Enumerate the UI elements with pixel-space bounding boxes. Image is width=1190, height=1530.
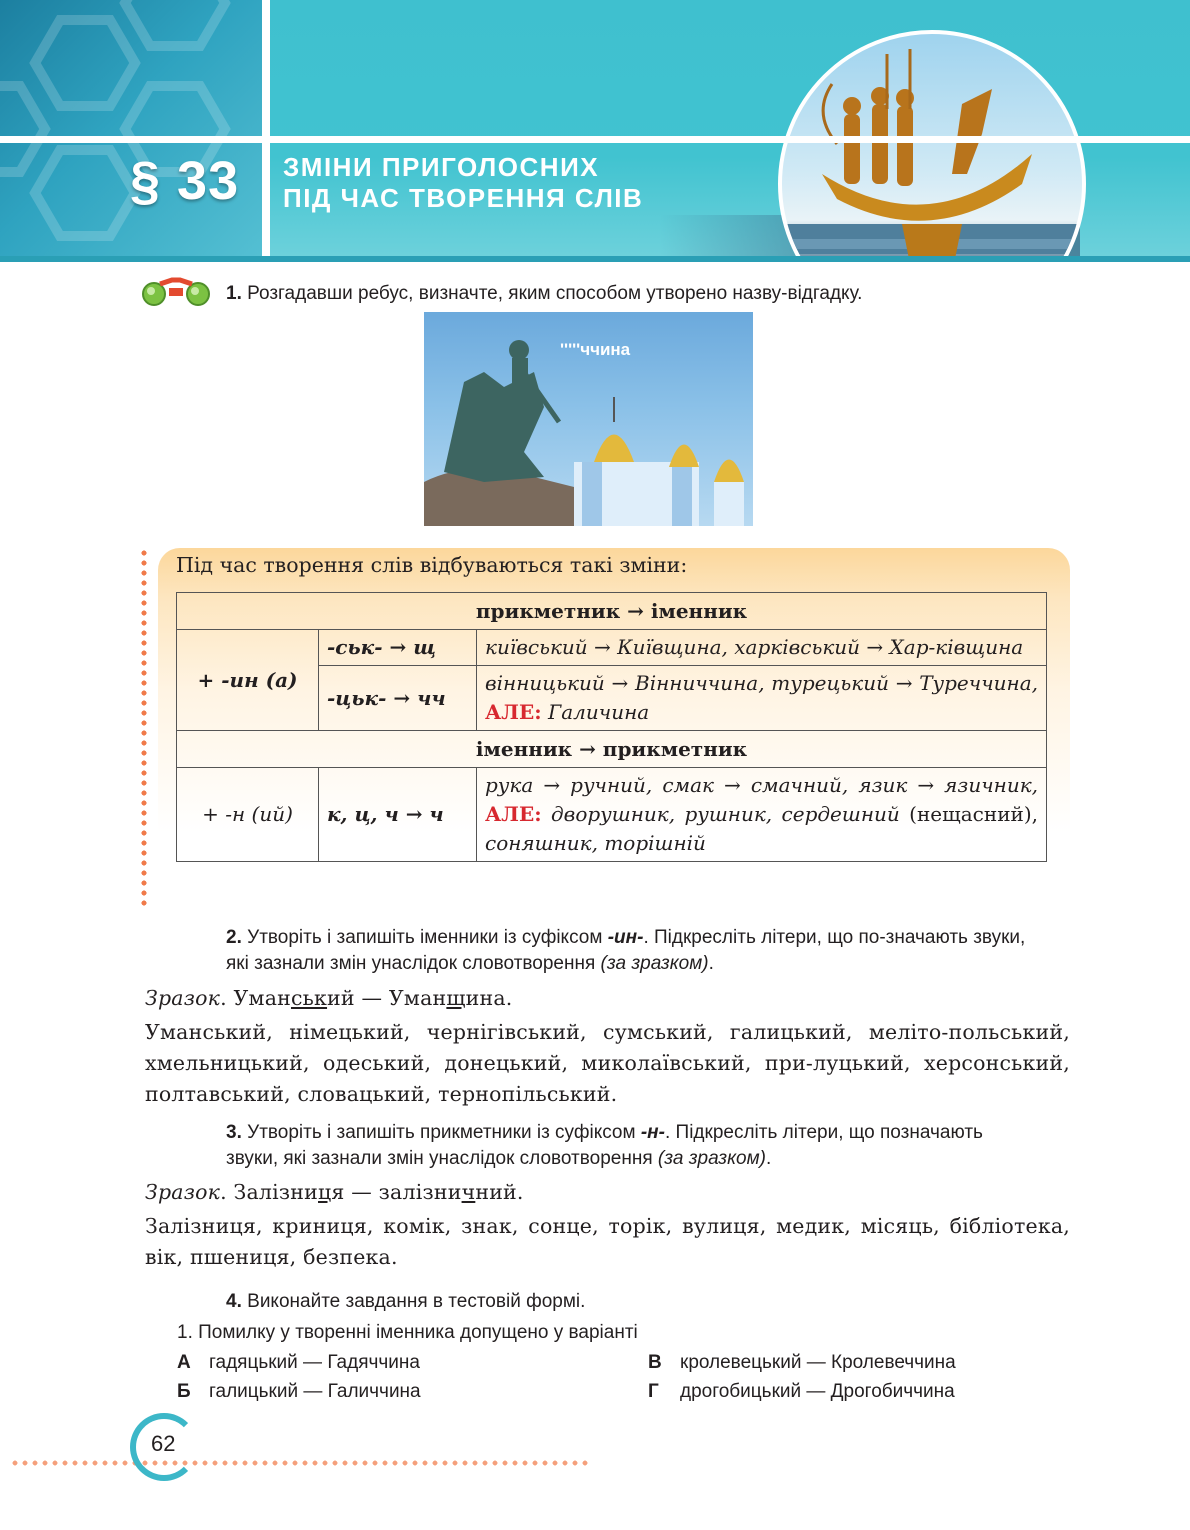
option-g-letter: Г: [648, 1381, 659, 1402]
task-3-number: 3.: [226, 1122, 242, 1143]
rebus-image: [424, 312, 753, 526]
suffix-in-cell: [177, 630, 319, 731]
task-2-sample-e: ина.: [465, 986, 513, 1010]
option-b-text: галицький — Галиччина: [209, 1381, 421, 1402]
rule-dotted-border: [141, 548, 147, 908]
ale-label: АЛЕ:: [485, 700, 542, 724]
task-3-sample: Зразок. Залізниця — залізничний.: [145, 1180, 524, 1204]
task-3-sample-label: Зразок: [145, 1180, 221, 1204]
n-examples-cell: [477, 768, 1047, 862]
sk-examples-cell: київський → Київщина, харківський → Хар-ківщина: [477, 630, 1047, 666]
option-a: [177, 1352, 420, 1374]
tsk-example-5: Галичина: [547, 700, 650, 724]
task-1: [226, 283, 862, 305]
tsk-example-4: Туреччина,: [919, 671, 1038, 695]
binoculars-icon: [140, 276, 214, 308]
suffix-in-label: + -ин (а): [197, 667, 298, 692]
chapter-header: [0, 0, 1190, 262]
tsk-example-1: вінницький: [485, 671, 605, 695]
task-4-number: 4.: [226, 1291, 242, 1312]
task-3-hint: (за зразком): [657, 1148, 766, 1169]
sk-example-2: Київщина: [617, 635, 722, 659]
sk-change-cell: -ськ- → щ: [319, 630, 477, 666]
suffix-n-cell: [177, 768, 319, 862]
task-3-sample-d: ч: [461, 1180, 476, 1204]
header-left-panel: [0, 0, 262, 262]
option-b-letter: Б: [177, 1381, 191, 1402]
task-2-sample-a: Уман: [233, 986, 291, 1010]
table-row: [177, 630, 1047, 666]
test-question-1: 1. Помилку у творенні іменника допущено у варіанті: [177, 1322, 638, 1343]
tsk-change-cell: -цьк- → чч: [319, 666, 477, 731]
tsk-example-2: Вінниччина: [635, 671, 759, 695]
option-a-letter: А: [177, 1352, 191, 1373]
task-2-sample-d: щ: [446, 986, 466, 1010]
task-2-sample: Зразок. Уманський — Уманщина.: [145, 986, 513, 1010]
noun-to-adj-header: іменник → прикметник: [177, 731, 1047, 768]
adj-to-noun-header: прикметник → іменник: [177, 593, 1047, 630]
suffix-n-label: + -н (ий): [202, 802, 293, 826]
rules-table: [176, 592, 1047, 862]
tsk-examples-cell: вінницький → Вінниччина, турецький → Туреччина, АЛЕ: Галичина: [477, 666, 1047, 731]
task-2-sample-c: ий — Уман: [327, 986, 447, 1010]
option-v-letter: В: [648, 1352, 662, 1373]
n-example-3: (нещасний),: [909, 802, 1039, 826]
sk-example-1: київський: [485, 635, 588, 659]
table-row: [177, 731, 1047, 768]
page-number: 62: [151, 1431, 176, 1456]
option-g: [648, 1381, 955, 1403]
header-divider-horizontal: [0, 136, 1190, 143]
task-2-text-a: Утворіть і запишіть іменники із суфіксом: [247, 927, 603, 948]
n-example-2: дворушник, рушник, сердешний: [551, 802, 900, 826]
task-3-sample-e: ний.: [475, 1180, 524, 1204]
footer-dotted-line: [10, 1460, 590, 1466]
task-2-hint: (за зразком): [600, 953, 709, 974]
section-title-line2: ПІД ЧАС ТВОРЕННЯ СЛІВ: [283, 183, 644, 213]
n-example-4: соняшник, торішній: [485, 831, 706, 855]
task-2-sample-label: Зразок: [145, 986, 221, 1010]
task-3-suffix: -н-: [640, 1122, 665, 1143]
task-2-words: Уманський, німецький, чернігівський, сумський, галицький, меліто-польський, хмельницький, одеський, донецький, миколаївський, при-луцький, херсонський, полтавський, словацький, тернопільський.: [145, 1020, 1070, 1106]
section-title: [283, 152, 643, 214]
header-bottom-band: [0, 256, 1190, 262]
task-3-words: Залізниця, криниця, комік, знак, сонце, торік, вулиця, медик, місяць, бібліотека, вік, пшениця, безпека.: [145, 1214, 1070, 1269]
kts-change-cell: к, ц, ч → ч: [319, 768, 477, 862]
tsk-example-3: турецький: [771, 671, 890, 695]
header-divider-vertical: [262, 0, 270, 262]
task-3-text-b: . Підкресліть літери, що позначають звуки, які зазнали змін унаслідок словотворення: [226, 1122, 983, 1169]
task-2-suffix: -ин-: [607, 927, 644, 948]
option-v-text: кролевецький — Кролевеччина: [680, 1352, 956, 1373]
n-example-1: рука → ручний, смак → смачний, язик → язичник,: [485, 773, 1038, 797]
option-v: [648, 1352, 956, 1374]
ale-label-2: АЛЕ:: [485, 802, 542, 826]
task-3: 3. Утворіть і запишіть прикметники із суфіксом -н-. Підкресліть літери, що позначають звуки, які зазнали змін унаслідок словотворення (за зразком).: [226, 1122, 983, 1169]
section-title-line1: ЗМІНИ ПРИГОЛОСНИХ: [283, 152, 600, 182]
task-3-sample-a: Залізни: [233, 1180, 319, 1204]
task-4-text: Виконайте завдання в тестовій формі.: [247, 1291, 586, 1312]
option-b: [177, 1381, 421, 1403]
section-number: § 33: [130, 151, 240, 211]
task-1-number: 1.: [226, 283, 242, 304]
task-1-text: Розгадавши ребус, визначте, яким способом утворено назву-відгадку.: [247, 283, 863, 304]
option-a-text: гадяцький — Гадяччина: [209, 1352, 420, 1373]
task-3-sample-b: ц: [318, 1180, 332, 1204]
rebus-caption: '''''ччина: [560, 340, 631, 359]
sk-example-3: харківський: [734, 635, 861, 659]
task-2-number: 2.: [226, 927, 242, 948]
table-row: [177, 768, 1047, 862]
task-3-text-a: Утворіть і запишіть прикметники із суфіксом: [247, 1122, 636, 1143]
task-2: 2. Утворіть і запишіть іменники із суфіксом -ин-. Підкресліть літери, що по-значають звуки, які зазнали змін унаслідок словотворення (за зразком).: [226, 927, 1026, 974]
rule-heading: Під час творення слів відбуваються такі зміни:: [176, 553, 688, 577]
sk-example-4: Хар-ківщина: [889, 635, 1024, 659]
task-2-sample-b: ськ: [290, 986, 328, 1010]
hexagon-pattern: [0, 0, 262, 262]
table-row: [177, 593, 1047, 630]
option-g-text: дрогобицький — Дрогобиччина: [680, 1381, 955, 1402]
task-2-text-b: . Підкресліть літери, що по-значають звуки, які зазнали змін унаслідок словотворення: [226, 927, 1026, 974]
task-3-sample-c: я — залізни: [331, 1180, 462, 1204]
task-4: [226, 1291, 585, 1313]
